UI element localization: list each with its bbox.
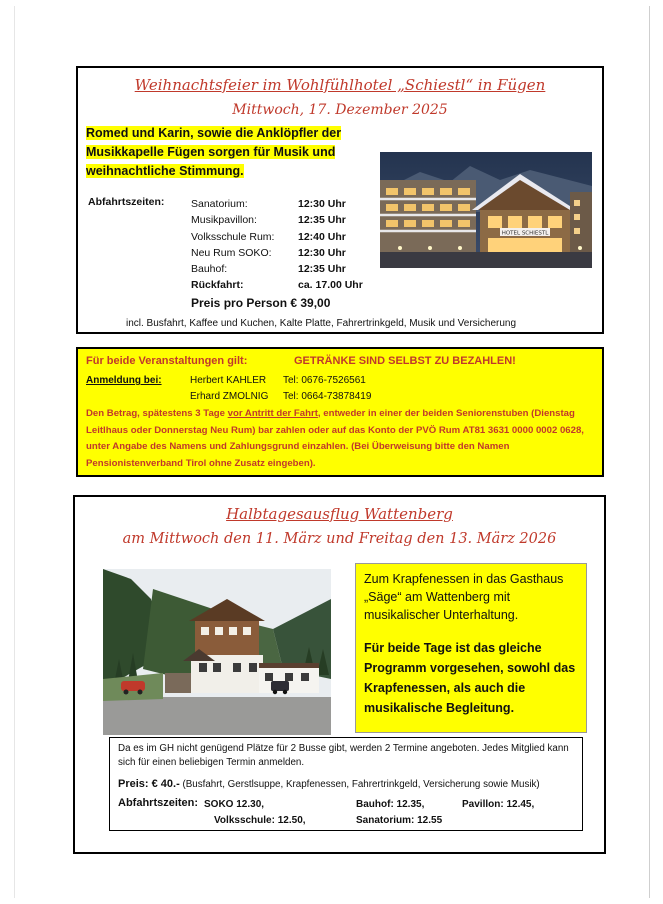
payment-text-a: Den Betrag, spätestens 3 Tage — [86, 408, 228, 419]
departure-bauhof: Bauhof: 12.35, — [356, 799, 425, 810]
contact-phone: Tel: 0676-7526561 — [283, 375, 366, 386]
christmas-event-date: Mittwoch, 17. Dezember 2025 — [232, 102, 448, 118]
intro-line-3: weihnachtliche Stimmung. — [86, 164, 244, 178]
stop-item: Rückfahrt: — [191, 279, 244, 292]
trip-departures-label: Abfahrtszeiten: — [118, 797, 199, 809]
trip-price-detail: (Busfahrt, Gerstlsuppe, Krapfenessen, Fahrertrinkgeld, Versicherung sowie Musik) — [179, 779, 540, 790]
departure-pavillon: Pavillon: 12.45, — [462, 799, 535, 810]
christmas-price: Preis pro Person € 39,00 — [191, 296, 331, 310]
payment-instructions — [86, 406, 598, 472]
inn-photo — [103, 569, 331, 735]
wattenberg-title: Halbtagesausflug Wattenberg — [226, 505, 453, 523]
christmas-includes: incl. Busfahrt, Kaffee und Kuchen, Kalte Platte, Fahrertrinkgeld, Musik und Versicherung — [126, 318, 517, 329]
stop-item: Musikpavillon: — [191, 214, 257, 227]
time-item: 12:40 Uhr — [298, 230, 346, 243]
trip-price — [118, 778, 540, 790]
common-notice-box — [76, 347, 604, 477]
christmas-event-title: Weihnachtsfeier im Wohlfühlhotel „Schiestl“ in Fügen — [134, 76, 546, 94]
christmas-event-box — [76, 66, 604, 334]
two-dates-note: Da es im GH nicht genügend Plätze für 2 Busse gibt, werden 2 Termine angeboten. Jedes Mitglied kann sich für einen beliebigen Termin anmelden. — [118, 743, 569, 768]
time-item: 12:35 Uhr — [298, 214, 346, 227]
time-item: 12:35 Uhr — [298, 263, 346, 276]
wattenberg-dates: am Mittwoch den 11. März und Freitag den 13. März 2026 — [122, 531, 557, 547]
departure-times — [298, 196, 363, 294]
contact-name: Erhard ZMOLNIG — [190, 391, 269, 402]
departure-soko: SOKO 12.30, — [204, 799, 265, 810]
departures-label: Abfahrtszeiten: — [88, 196, 165, 208]
contact-phone: Tel: 0664-73878419 — [283, 391, 372, 402]
payment-text-deadline: vor Antritt der Fahrt — [227, 408, 318, 419]
both-days-note: Für beide Tage ist das gleiche Programm vorgesehen, sowohl das Krapfenessen, als auch die musikalische Begleitung. — [364, 641, 576, 715]
both-events-label: Für beide Veranstaltungen gilt: — [86, 355, 248, 367]
stop-item: Bauhof: — [191, 263, 228, 276]
hotel-sign-text: HOTEL SCHIESTL — [501, 230, 549, 237]
payment-text-d: (Bei Überweisung bitte den Namen Pensionistenverband Tirol ohne Zusatz eingeben). — [86, 441, 510, 469]
krapfen-info-box — [355, 563, 587, 733]
hotel-photo — [380, 152, 592, 268]
christmas-event-intro — [86, 124, 376, 181]
intro-line-1: Romed und Karin, sowie die Anklöpfler der — [86, 126, 342, 140]
time-item: 12:30 Uhr — [298, 246, 346, 259]
time-item: 12:30 Uhr — [298, 198, 346, 210]
registration-label: Anmeldung bei: — [86, 375, 162, 386]
krapfen-description: Zum Krapfenessen in das Gasthaus „Säge“ am Wattenberg mit musikalischer Unterhaltung. — [364, 572, 564, 622]
stop-item: Neu Rum SOKO: — [191, 246, 272, 259]
contact-name: Herbert KAHLER — [190, 375, 267, 386]
drinks-notice: GETRÄNKE SIND SELBST ZU BEZAHLEN! — [294, 355, 516, 367]
intro-line-2: Musikkapelle Fügen sorgen für Musik und — [86, 145, 336, 159]
time-item: ca. 17.00 Uhr — [298, 279, 363, 292]
departure-sanatorium: Sanatorium: 12.55 — [356, 815, 443, 826]
departure-stops — [191, 196, 274, 294]
stop-item: Volksschule Rum: — [191, 230, 275, 243]
wattenberg-trip-box — [73, 495, 606, 854]
payment-text-c: , entweder in einer der beiden Seniorenstuben (Dienstag Leitlhaus oder Donnerstag Neu Rum) bar zahlen oder auf das Konto der PVÖ Rum AT81 3631 0000 0002 0628, unter Angabe des Namens und Zahlungsgrund einzahlen. — [86, 408, 584, 452]
departure-volksschule: Volksschule: 12.50, — [214, 815, 306, 826]
stop-item: Sanatorium: — [191, 198, 248, 210]
trip-details-box — [109, 737, 583, 831]
trip-price-label: Preis: € 40.- — [118, 778, 180, 790]
